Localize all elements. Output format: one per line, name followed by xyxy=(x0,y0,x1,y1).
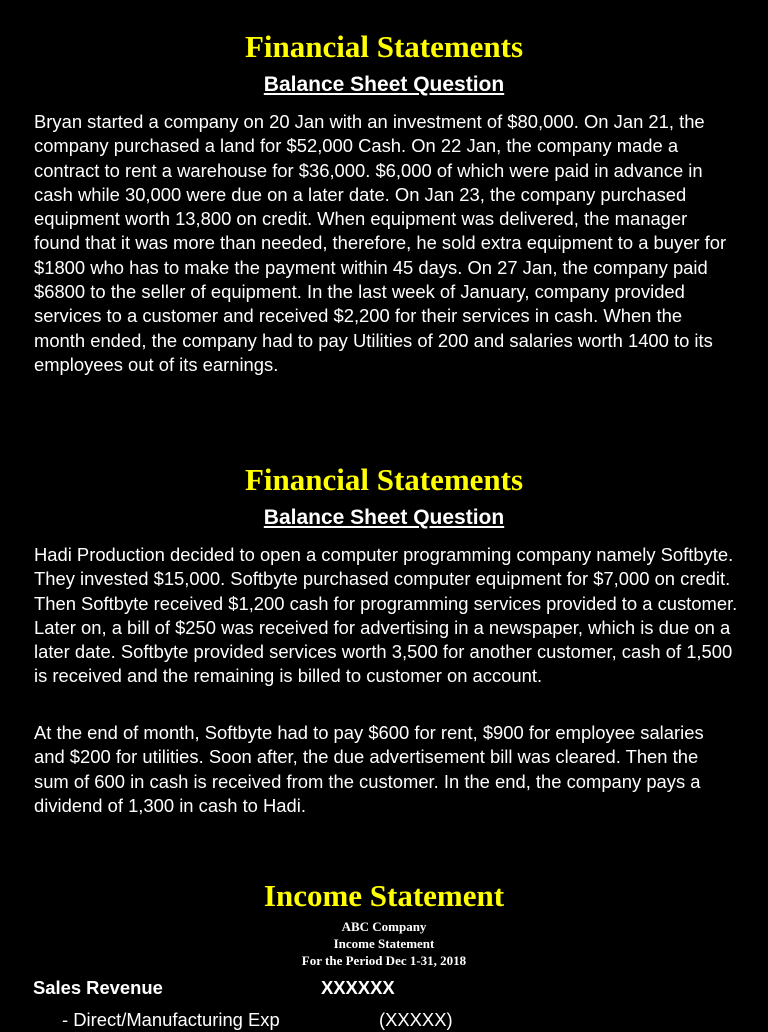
sales-revenue-label: Sales Revenue xyxy=(33,977,163,998)
direct-exp-value: (XXXXX) xyxy=(379,1009,453,1030)
section2-paragraph-1: Hadi Production decided to open a computer programming company namely Softbyte. They invested $15,000. Softbyte purchased computer equipment for $7,000 on credit. Then Softbyte received $1,200 cash for programming services provided to a customer. Later on, a bill of $250 was received for advertising in a newspaper, which is due on a later date. Softbyte provided services worth 3,500 for another customer, cash of 1,500 is received and the remaining is billed to customer on account. xyxy=(34,544,738,687)
direct-exp-label: - Direct/Manufacturing Exp xyxy=(62,1009,280,1030)
section1-title: Financial Statements xyxy=(244,29,524,64)
section1-paragraph: Bryan started a company on 20 Jan with an investment of $80,000. On Jan 21, the company purchased a land for $52,000 Cash. On 22 Jan, the company made a contract to rent a warehouse for $36,000. $6,000 of which were paid in advance in cash while 30,000 were due on a later date. On Jan 23, the company purchased equipment worth 13,800 on credit. When equipment was delivered, the manager found that it was more than needed, therefore, he sold extra equipment to a buyer for $1800 who has to make the payment within 45 days. On 27 Jan, the company paid $6800 to the seller of equipment. In the last week of January, company provided services to a customer and received $2,200 for their services in cash. When the month ended, the company had to pay Utilities of 200 and salaries worth 1400 to its employees out of its earnings. xyxy=(34,111,727,375)
statement-company: ABC Company xyxy=(341,919,427,934)
section2-paragraph-2: At the end of month, Softbyte had to pay $600 for rent, $900 for employee salaries and $200 for utilities. Soon after, the due advertisement bill was cleared. Then the sum of 600 in cash is received from the customer. In the end, the company pays a dividend of 1,300 in cash to Hadi. xyxy=(34,722,704,816)
section1-subtitle: Balance Sheet Question xyxy=(263,73,505,96)
statement-period: For the Period Dec 1-31, 2018 xyxy=(301,953,467,968)
statement-name: Income Statement xyxy=(333,936,435,951)
section2-title: Financial Statements xyxy=(244,462,524,497)
section2-subtitle: Balance Sheet Question xyxy=(263,506,505,529)
sales-revenue-value: XXXXXX xyxy=(321,977,395,998)
section3-title: Income Statement xyxy=(263,878,505,913)
